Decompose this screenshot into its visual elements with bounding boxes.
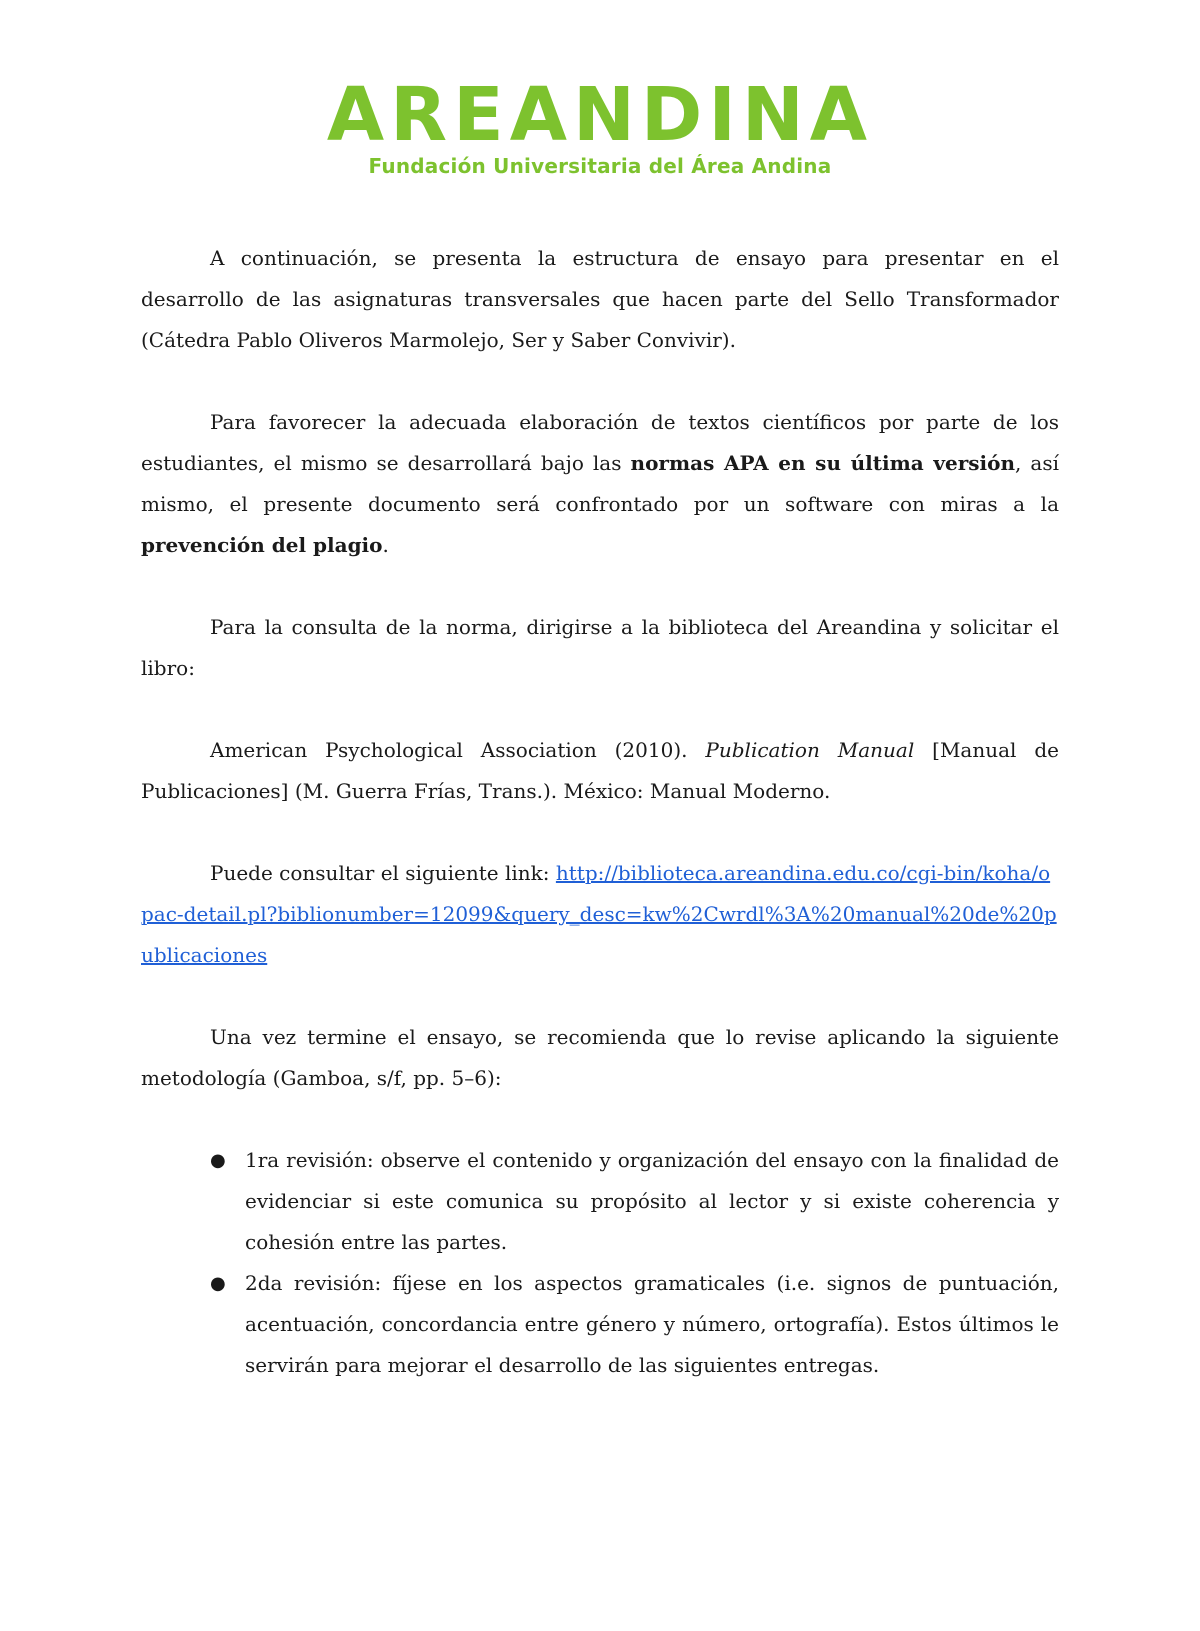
reference-title: Publication Manual xyxy=(705,738,915,762)
methodology-paragraph: Una vez termine el ensayo, se recomienda que lo revise aplicando la siguiente metodología (Gamboa, s/f, pp. 5–6): xyxy=(141,1025,1059,1090)
library-paragraph: Para la consulta de la norma, dirigirse a la biblioteca del Areandina y solicitar el libro: xyxy=(141,615,1059,680)
document-page xyxy=(0,72,1200,1631)
apa-bold-norms: normas APA en su última versión xyxy=(630,451,1015,475)
library-link[interactable]: http://biblioteca.areandina.edu.co/cgi-bin/koha/opac-detail.pl?biblionumber=12099&query_desc=kw%2Cwrdl%3A%20manual%20de%20publicaciones xyxy=(141,861,1057,967)
intro-paragraph: A continuación, se presenta la estructura de ensayo para presentar en el desarrollo de las asignaturas transversales que hacen parte del Sello Transformador (Cátedra Pablo Oliveros Marmolejo, Ser y Saber Convivir). xyxy=(141,246,1059,352)
list-item xyxy=(210,1140,1059,1263)
reference-text-b: [Manual de Publicaciones] (M. Guerra Frías, Trans.). México: Manual Moderno. xyxy=(141,738,1059,803)
apa-text-a: Para favorecer la adecuada elaboración de textos científicos por parte de los estudiantes, el mismo se desarrollará bajo las xyxy=(141,410,1059,475)
bullet-icon: ● xyxy=(210,1273,226,1294)
logo-subtitle: Fundación Universitaria del Área Andina xyxy=(368,154,832,178)
apa-paragraph xyxy=(141,402,1059,566)
link-paragraph xyxy=(141,853,1059,976)
bullet-icon: ● xyxy=(210,1150,226,1171)
logo-wordmark: AREANDINA xyxy=(326,72,874,158)
link-intro: Puede consultar el siguiente link: xyxy=(210,861,556,885)
revision-2-text: 2da revisión: fíjese en los aspectos gramaticales (i.e. signos de puntuación, acentuación, concordancia entre género y número, ortografía). Estos últimos le servirán para mejorar el desarrollo de las siguientes entregas. xyxy=(245,1271,1059,1377)
document-body xyxy=(141,238,1059,1386)
list-item xyxy=(210,1263,1059,1386)
revision-1-text: 1ra revisión: observe el contenido y organización del ensayo con la finalidad de evidenciar si este comunica su propósito al lector y si existe coherencia y cohesión entre las partes. xyxy=(245,1148,1059,1254)
apa-bold-plagiarism: prevención del plagio xyxy=(141,533,383,557)
revision-list xyxy=(141,1140,1059,1386)
areandina-logo xyxy=(141,72,1059,180)
reference-text-a: American Psychological Association (2010). xyxy=(210,738,706,762)
reference-paragraph xyxy=(141,730,1059,812)
apa-text-b: , así mismo, el presente documento será confrontado por un software con miras a la xyxy=(141,451,1059,516)
apa-text-c: . xyxy=(382,533,389,557)
